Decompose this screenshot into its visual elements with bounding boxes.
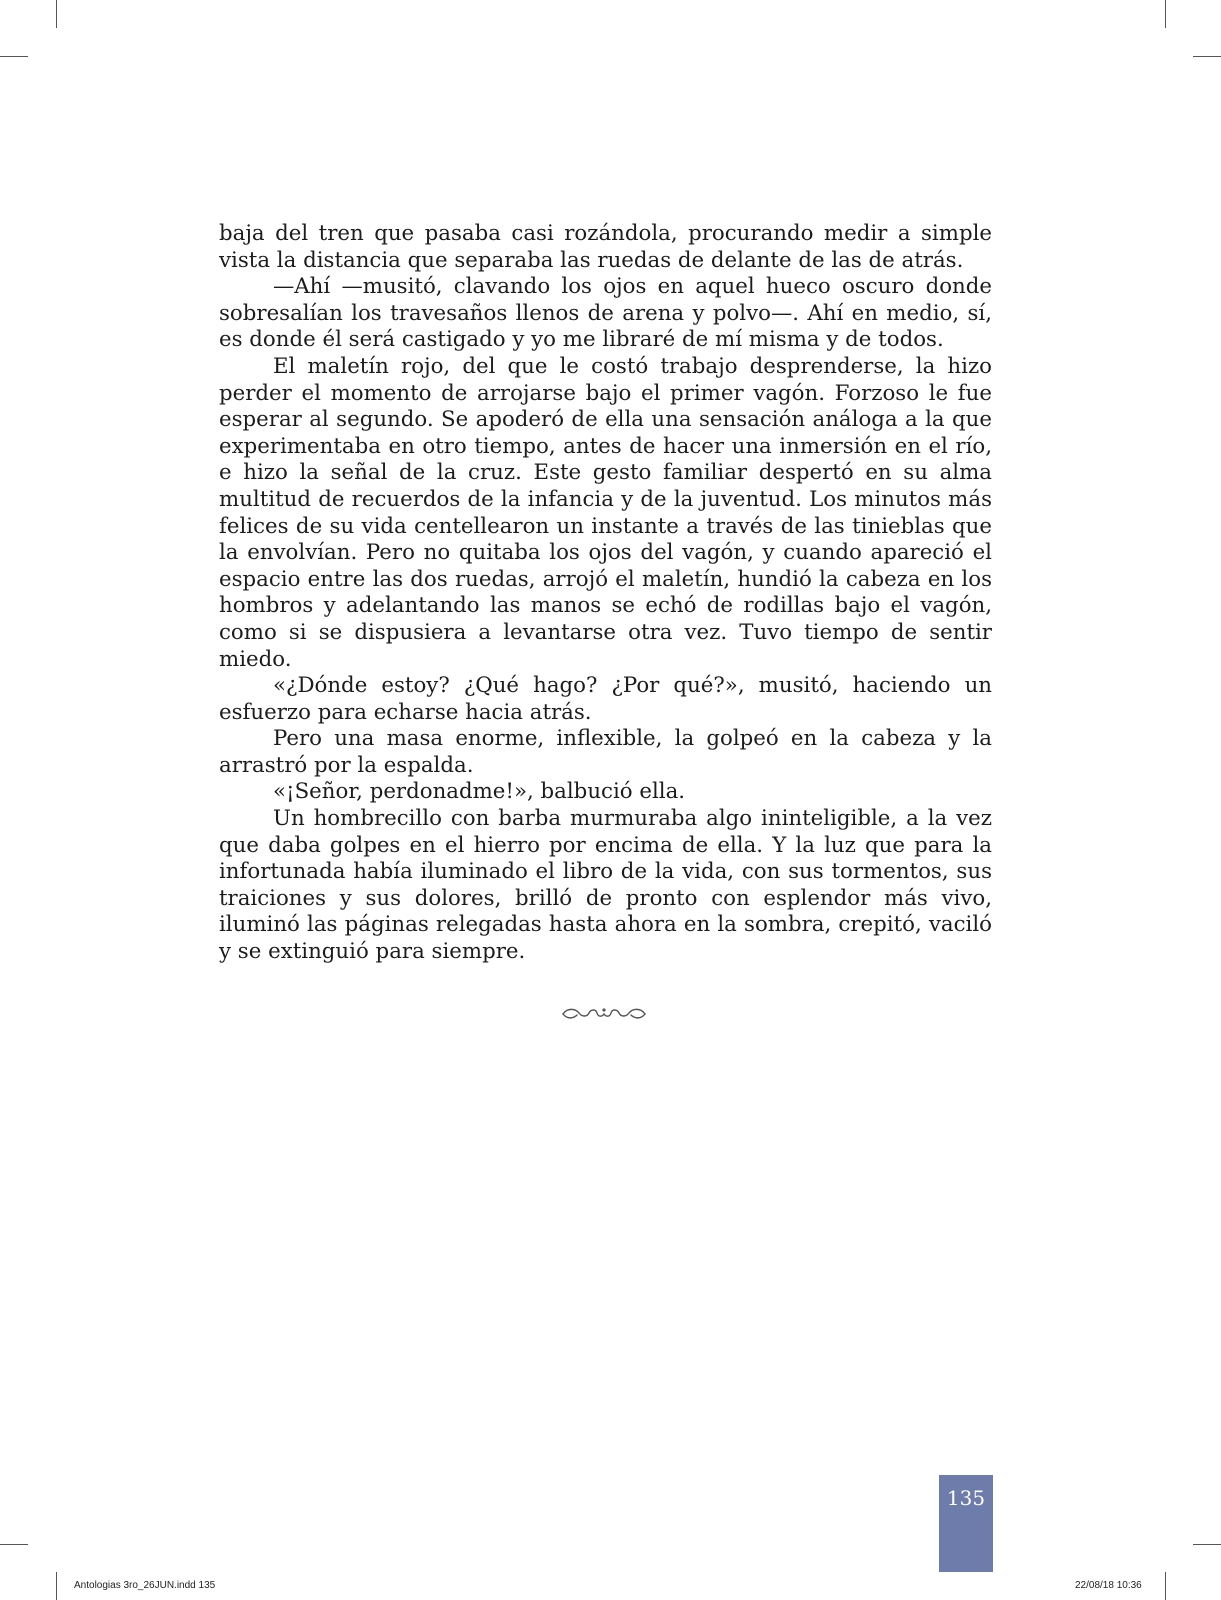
page-number: 135 (946, 1486, 986, 1510)
flourish-ornament-icon (561, 1004, 647, 1024)
crop-mark-top-right (1165, 0, 1166, 28)
page-number-tab (939, 1475, 993, 1572)
paragraph: «¡Señor, perdonadme!», balbució ella. (273, 779, 686, 805)
crop-mark-top-right-horizontal (1193, 56, 1221, 57)
paragraph: Un hombrecillo con barba murmuraba algo ininteligible, a la vez que daba golpes en el hierro por encima de ella. Y la luz que para la infortunada había iluminado el libro de la vida, con sus tormentos, sus traiciones y sus dolores, brilló de pronto con esplendor más vivo, iluminó las páginas relegadas hasta ahora en la sombra, crepitó, vaciló y se extinguió para siempre. (219, 806, 992, 965)
crop-mark-top-left-horizontal (0, 56, 28, 57)
crop-mark-bottom-right-horizontal (1193, 1544, 1221, 1545)
crop-mark-bottom-right (1165, 1572, 1166, 1600)
crop-mark-bottom-left (56, 1572, 57, 1600)
paragraph: —Ahí —musitó, clavando los ojos en aquel hueco oscuro donde sobresalían los travesaños llenos de arena y polvo—. Ahí en medio, sí, es donde él será castigado y yo me libraré de mí misma y de todos. (219, 274, 992, 353)
crop-mark-bottom-left-horizontal (0, 1544, 28, 1545)
crop-mark-top-left (56, 0, 57, 28)
paragraph: «¿Dónde estoy? ¿Qué hago? ¿Por qué?», musitó, haciendo un esfuerzo para echarse hacia atrás. (219, 673, 992, 725)
slug-timestamp: 22/08/18 10:36 (1075, 1580, 1142, 1591)
paragraph: baja del tren que pasaba casi rozándola, procurando medir a simple vista la distancia que separaba las ruedas de delante de las de atrás. (219, 221, 992, 273)
paragraph: Pero una masa enorme, inflexible, la golpeó en la cabeza y la arrastró por la espalda. (219, 726, 992, 778)
story-text (219, 221, 992, 966)
paragraph: El maletín rojo, del que le costó trabajo desprenderse, la hizo perder el momento de arrojarse bajo el primer vagón. Forzoso le fue esperar al segundo. Se apoderó de ella una sensación análoga a la que experimentaba en otro tiempo, antes de hacer una inmersión en el río, e hizo la señal de la cruz. Este gesto familiar despertó en su alma multitud de recuerdos de la infancia y de la juventud. Los minutos más felices de su vida centellearon un instante a través de las tinieblas que la envolvían. Pero no quitaba los ojos del vagón, y cuando apareció el espacio entre las dos ruedas, arrojó el maletín, hundió la cabeza en los hombros y adelantando las manos se echó de rodillas bajo el vagón, como si se dispusiera a levantarse otra vez. Tuvo tiempo de sentir miedo. (219, 353, 992, 672)
slug-filename: Antologias 3ro_26JUN.indd 135 (74, 1580, 216, 1591)
